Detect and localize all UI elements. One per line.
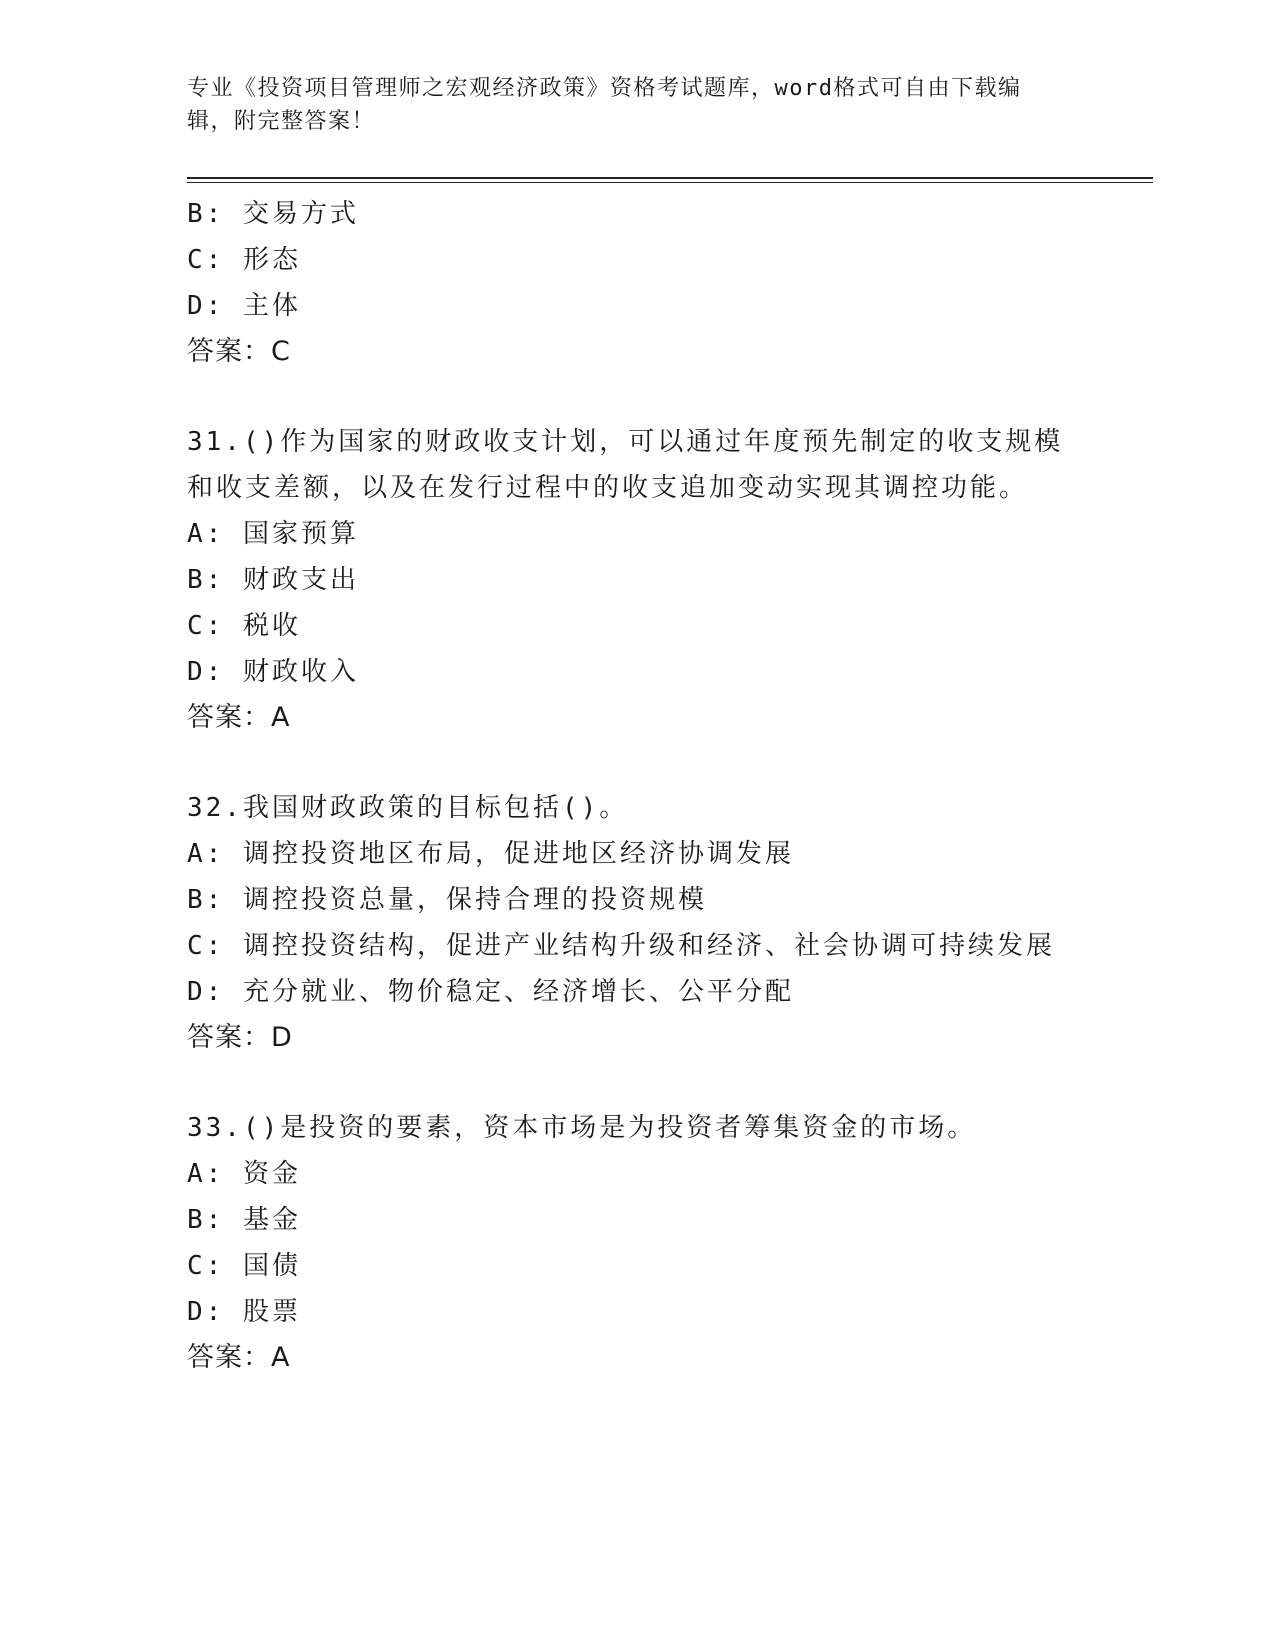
option-b: B: 交易方式 xyxy=(187,199,359,229)
option-b: B: 财政支出 xyxy=(187,565,359,595)
option-b: B: 基金 xyxy=(187,1205,301,1235)
option-d: D: 充分就业、物价稳定、经济增长、公平分配 xyxy=(187,977,794,1007)
option-b: B: 调控投资总量，保持合理的投资规模 xyxy=(187,885,707,915)
question-text: 33.()是投资的要素，资本市场是为投资者筹集资金的市场。 xyxy=(187,1113,977,1143)
question-31 xyxy=(187,419,1087,741)
option-d: D: 股票 xyxy=(187,1297,301,1327)
answer-line: 答案：A xyxy=(187,702,291,733)
option-c: C: 调控投资结构，促进产业结构升级和经济、社会协调可持续发展 xyxy=(187,931,1055,961)
question-text: 32.我国财政政策的目标包括()。 xyxy=(187,793,629,823)
question-text: 31.()作为国家的财政收支计划，可以通过年度预先制定的收支规模和收支差额，以及在发行过程中的收支追加变动实现其调控功能。 xyxy=(187,427,1064,503)
question-33 xyxy=(187,1105,1087,1381)
question-list xyxy=(187,191,1087,1381)
answer-line: 答案：A xyxy=(187,1342,291,1373)
option-a: A: 资金 xyxy=(187,1159,301,1189)
option-c: C: 形态 xyxy=(187,245,301,275)
option-a: A: 调控投资地区布局，促进地区经济协调发展 xyxy=(187,839,794,869)
question-32 xyxy=(187,785,1087,1061)
option-d: D: 财政收入 xyxy=(187,657,359,687)
header-divider xyxy=(187,177,1153,179)
question-30-continued xyxy=(187,191,1087,375)
answer-line: 答案：C xyxy=(187,336,291,367)
page-header: 专业《投资项目管理师之宏观经济政策》资格考试题库，word格式可自由下载编辑，附完整答案！ xyxy=(187,76,1022,134)
option-d: D: 主体 xyxy=(187,291,301,321)
header-divider-thin xyxy=(187,182,1153,183)
option-c: C: 税收 xyxy=(187,611,301,641)
answer-line: 答案：D xyxy=(187,1022,293,1053)
option-c: C: 国债 xyxy=(187,1251,301,1281)
option-a: A: 国家预算 xyxy=(187,519,359,549)
